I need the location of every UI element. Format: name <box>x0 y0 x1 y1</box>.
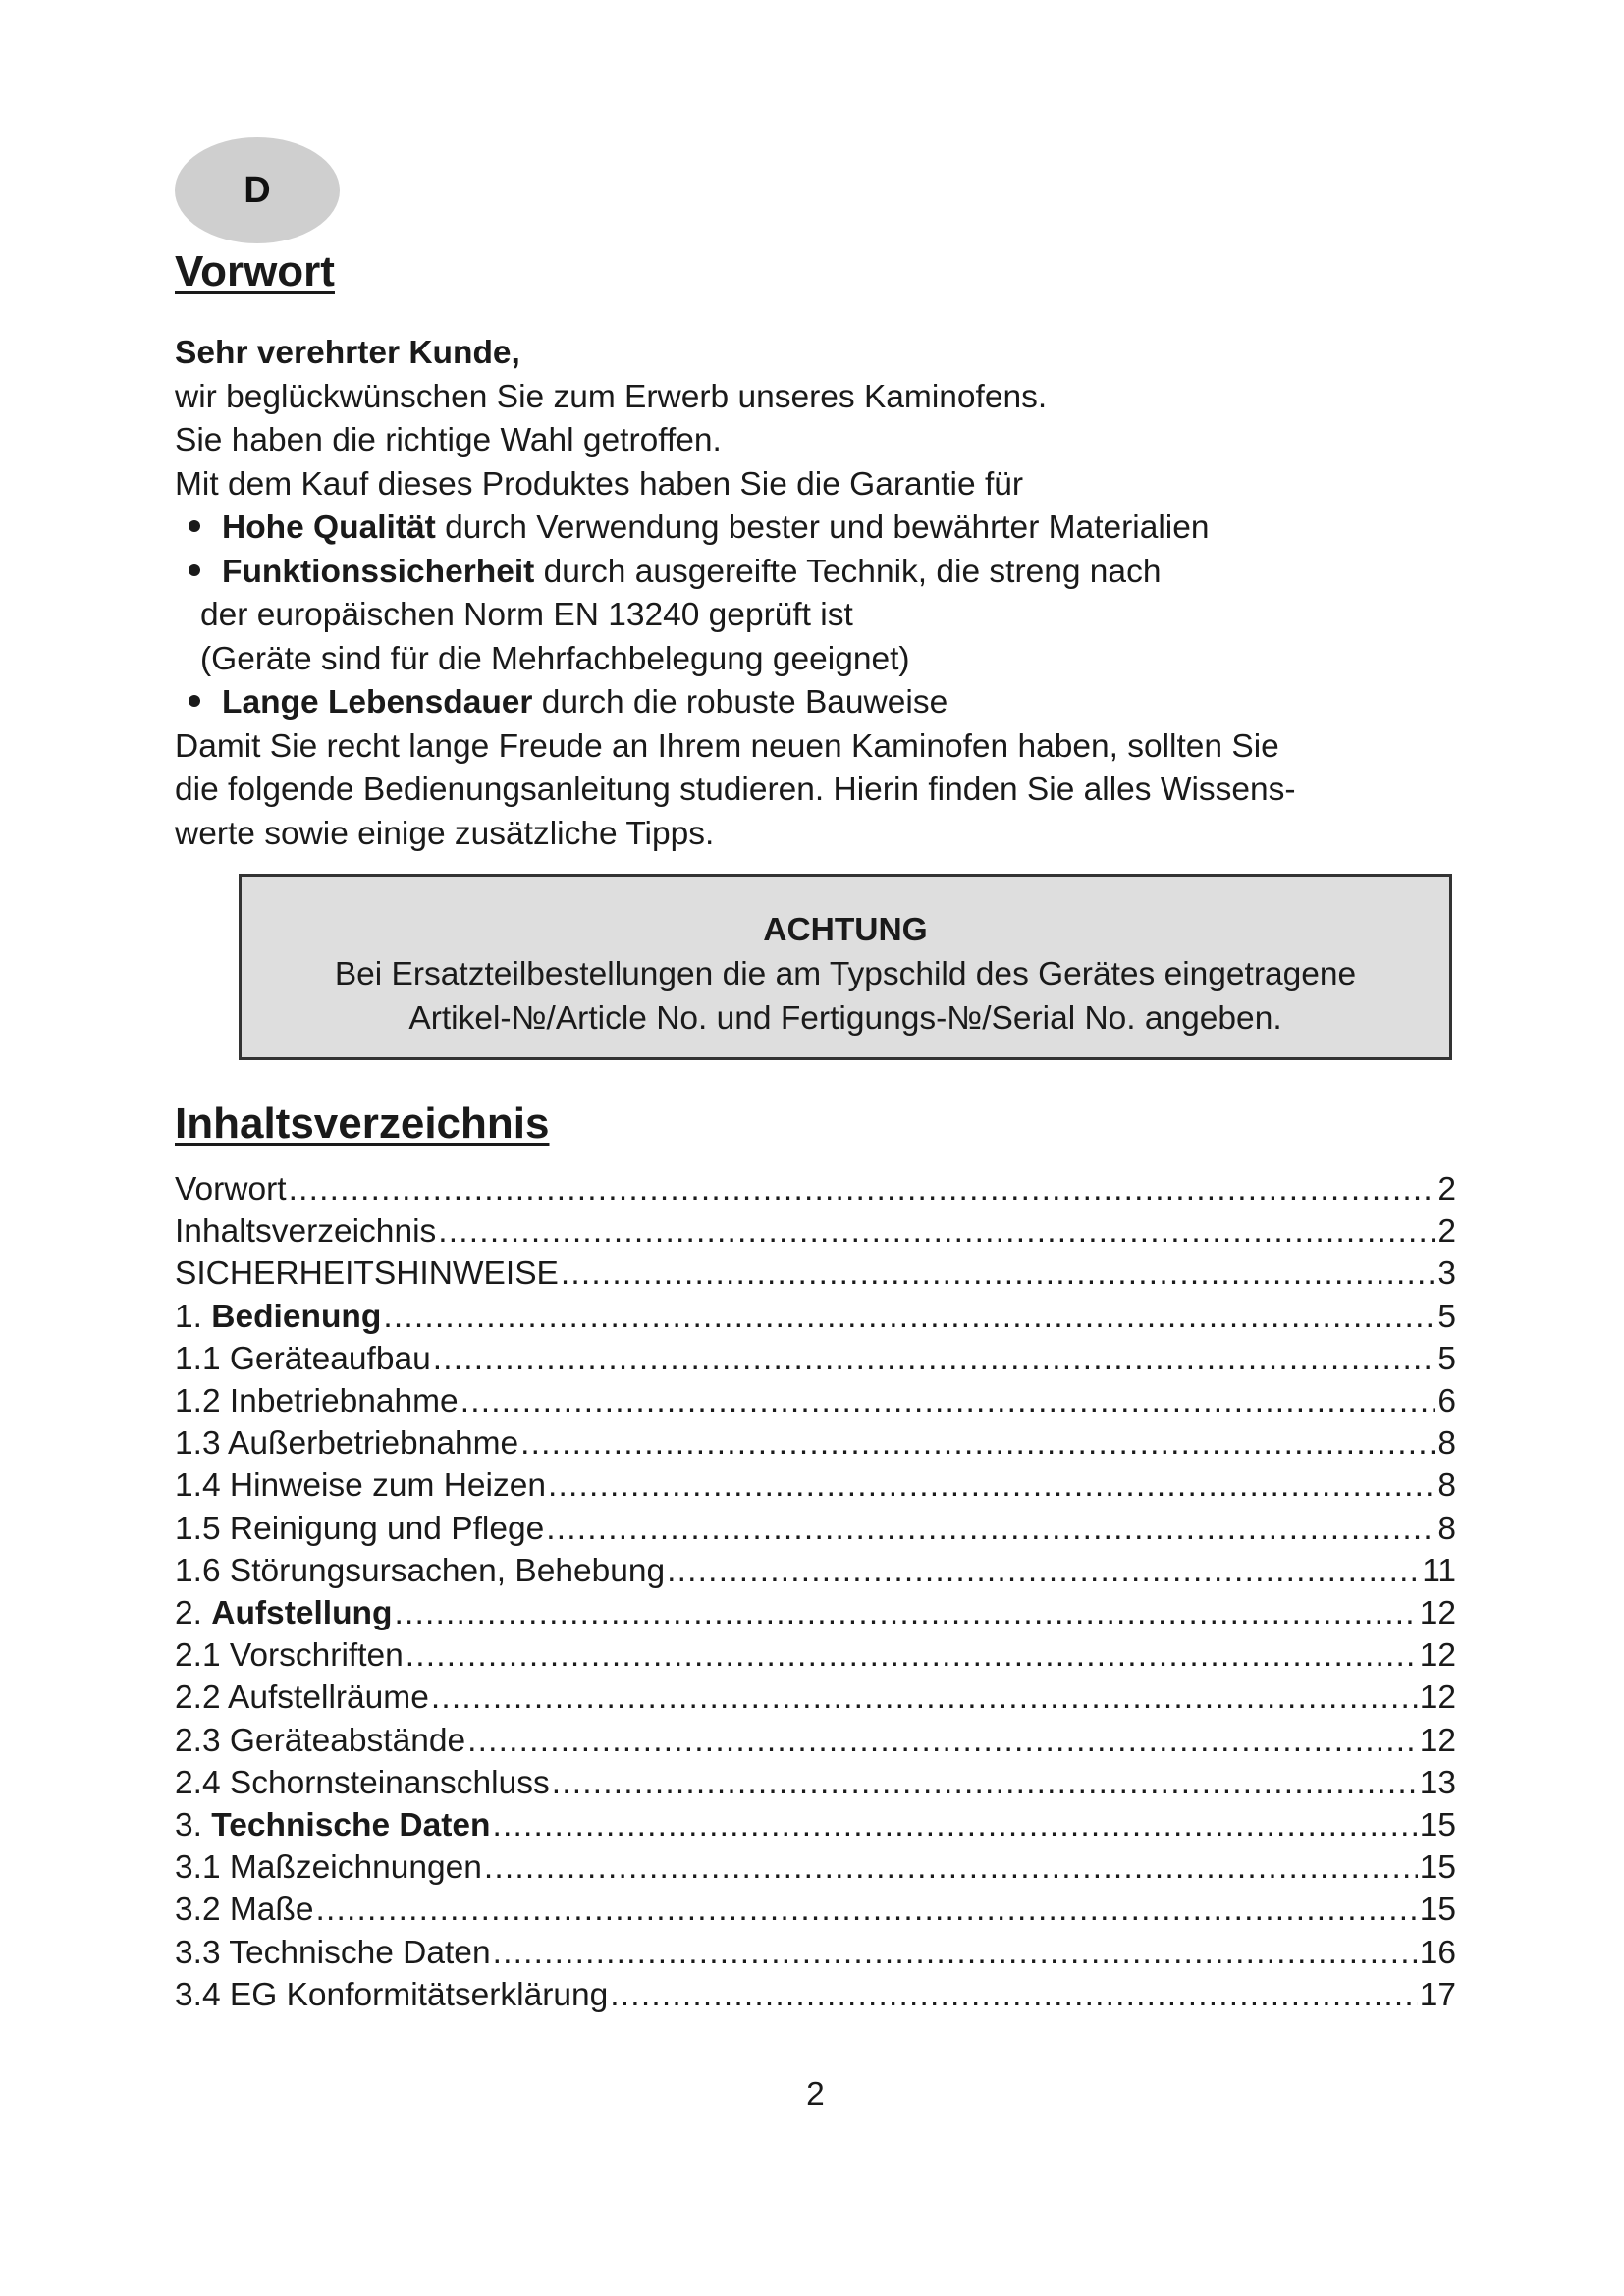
toc-entry[interactable] <box>175 1508 1456 1550</box>
toc-page-number: 13 <box>1419 1764 1456 1801</box>
toc-leader-dots <box>667 1550 1420 1592</box>
toc-page-number: 8 <box>1437 1425 1456 1463</box>
toc-entry[interactable] <box>175 1974 1456 2016</box>
toc-entry-prefix: Inhaltsverzeichnis <box>175 1213 437 1251</box>
bullet-text: durch Verwendung bester und bewährter Materialien <box>435 509 1210 546</box>
toc-entry-prefix: 1.3 Außerbetriebnahme <box>175 1425 519 1463</box>
language-badge <box>175 137 340 243</box>
toc-entry-label <box>175 1296 381 1338</box>
toc-entry-label <box>175 1677 429 1719</box>
toc-page-number: 11 <box>1422 1552 1456 1589</box>
toc-entry-label <box>175 1720 465 1762</box>
toc-leader-dots <box>433 1338 1436 1380</box>
notice-title: ACHTUNG <box>763 912 928 948</box>
toc-entry-label <box>175 1168 287 1210</box>
toc-page-number: 6 <box>1437 1383 1456 1420</box>
toc-leader-dots <box>383 1296 1435 1338</box>
notice-line: Artikel-№/Article No. und Fertigungs-№/Serial No. angeben. <box>408 1000 1282 1037</box>
toc-leader-dots <box>492 1804 1417 1846</box>
toc-leader-dots <box>394 1592 1417 1634</box>
toc-entry-label <box>175 1550 665 1592</box>
toc-entry-prefix: 1.2 Inbetriebnahme <box>175 1383 459 1420</box>
toc-entry-prefix: 3.2 Maße <box>175 1892 314 1929</box>
toc-entry[interactable] <box>175 1253 1456 1295</box>
bullet-bold: Hohe Qualität <box>222 509 436 546</box>
toc-entry-label <box>175 1210 436 1253</box>
toc-entry[interactable] <box>175 1677 1456 1719</box>
toc-leader-dots <box>438 1210 1435 1253</box>
toc-entry[interactable] <box>175 1338 1456 1380</box>
bullet-bold: Lange Lebensdauer <box>222 684 533 721</box>
toc-page-number: 15 <box>1419 1807 1456 1844</box>
toc-page-number: 2 <box>1437 1213 1456 1251</box>
toc-page-number: 12 <box>1419 1637 1456 1675</box>
toc-entry[interactable] <box>175 1465 1456 1507</box>
attention-notice-box <box>239 874 1452 1060</box>
toc-leader-dots <box>460 1380 1436 1422</box>
toc-leader-dots <box>610 1974 1417 2016</box>
toc-page-number: 16 <box>1419 1934 1456 1971</box>
toc-page-number: 15 <box>1419 1849 1456 1887</box>
toc-entry[interactable] <box>175 1422 1456 1465</box>
toc-leader-dots <box>467 1720 1418 1762</box>
toc-entry-bold: Technische Daten <box>211 1807 491 1844</box>
toc-page-number: 12 <box>1419 1722 1456 1759</box>
toc-leader-dots <box>552 1762 1418 1804</box>
bullet-item <box>175 681 1456 725</box>
toc-entry-label <box>175 1889 314 1931</box>
vorwort-section <box>175 332 1456 856</box>
toc-page-number: 12 <box>1419 1680 1456 1717</box>
toc-entry-label <box>175 1338 431 1380</box>
toc-entry-label <box>175 1762 550 1804</box>
toc-leader-dots <box>289 1168 1436 1210</box>
toc-entry-prefix: 3.3 Technische Daten <box>175 1934 491 1971</box>
toc-entry-label <box>175 1380 459 1422</box>
toc-entry-bold: Bedienung <box>211 1298 382 1335</box>
toc-entry-prefix: 2.1 Vorschriften <box>175 1637 404 1675</box>
toc-page-number: 8 <box>1437 1510 1456 1547</box>
intro-line: Sie haben die richtige Wahl getroffen. <box>175 422 722 458</box>
toc-entry-prefix: 1.5 Reinigung und Pflege <box>175 1510 545 1547</box>
toc-entry-prefix: 3.4 EG Konformitätserklärung <box>175 1976 609 2013</box>
bullet-bold: Funktionssicherheit <box>222 553 535 590</box>
toc-page-number: 5 <box>1437 1298 1456 1335</box>
intro-line: Mit dem Kauf dieses Produktes haben Sie die Garantie für <box>175 465 1024 503</box>
toc-entry-label <box>175 1846 482 1889</box>
toc-entry-label <box>175 1592 392 1634</box>
toc-leader-dots <box>316 1889 1418 1931</box>
toc-entry[interactable] <box>175 1762 1456 1804</box>
toc-page-number: 5 <box>1437 1340 1456 1377</box>
toc-entry[interactable] <box>175 1380 1456 1422</box>
toc-page-number: 2 <box>1437 1171 1456 1207</box>
bullet-dot-icon <box>189 695 200 707</box>
toc-entry-prefix: 2.4 Schornsteinanschluss <box>175 1764 550 1801</box>
toc-entry[interactable] <box>175 1804 1456 1846</box>
toc-entry[interactable] <box>175 1932 1456 1974</box>
toc-page-number: 17 <box>1419 1976 1456 2013</box>
toc-page-number: 8 <box>1437 1468 1456 1505</box>
toc-entry-prefix: 1.4 Hinweise zum Heizen <box>175 1468 546 1505</box>
toc-leader-dots <box>520 1422 1435 1465</box>
toc-entry-prefix: 2.3 Geräteabstände <box>175 1722 466 1759</box>
bullet-dot-icon <box>189 564 200 576</box>
toc-entry-label <box>175 1422 518 1465</box>
toc-entry[interactable] <box>175 1296 1456 1338</box>
toc-entry[interactable] <box>175 1846 1456 1889</box>
bullet-text: durch ausgereifte Technik, die streng nach <box>534 553 1162 590</box>
page-number: 2 <box>806 2076 825 2112</box>
toc-heading: Inhaltsverzeichnis <box>175 1099 550 1148</box>
toc-leader-dots <box>431 1677 1418 1719</box>
toc-leader-dots <box>406 1634 1418 1677</box>
toc-entry-label <box>175 1253 559 1295</box>
toc-entry[interactable] <box>175 1550 1456 1592</box>
notice-line: Bei Ersatzteilbestellungen die am Typschild des Gerätes eingetragene <box>334 956 1357 992</box>
closing-line: die folgende Bedienungsanleitung studieren. Hierin finden Sie alles Wissens- <box>175 772 1296 808</box>
toc-entry-prefix: Vorwort <box>175 1171 287 1207</box>
bullet-text: durch die robuste Bauweise <box>532 684 948 721</box>
toc-entry-label <box>175 1634 404 1677</box>
toc-page-number: 15 <box>1419 1892 1456 1929</box>
vorwort-heading: Vorwort <box>175 247 335 295</box>
table-of-contents <box>175 1168 1456 2016</box>
toc-entry-label <box>175 1932 491 1974</box>
toc-page-number: 3 <box>1437 1255 1456 1293</box>
toc-entry-prefix: 1.1 Geräteaufbau <box>175 1340 431 1377</box>
toc-entry-prefix: 2. <box>175 1595 212 1632</box>
closing-line: Damit Sie recht lange Freude an Ihrem neuen Kaminofen haben, sollten Sie <box>175 727 1279 765</box>
toc-page-number: 12 <box>1419 1595 1456 1632</box>
toc-leader-dots <box>561 1253 1435 1295</box>
toc-entry[interactable] <box>175 1634 1456 1677</box>
toc-entry[interactable] <box>175 1889 1456 1931</box>
toc-leader-dots <box>484 1846 1418 1889</box>
toc-leader-dots <box>546 1508 1435 1550</box>
toc-entry-label <box>175 1465 546 1507</box>
toc-entry[interactable] <box>175 1592 1456 1634</box>
bullet-dot-icon <box>189 520 200 532</box>
bullet-item <box>175 507 1456 551</box>
toc-entry-label <box>175 1804 490 1846</box>
greeting: Sehr verehrter Kunde, <box>175 335 520 371</box>
toc-entry-label <box>175 1974 608 2016</box>
toc-leader-dots <box>493 1932 1418 1974</box>
toc-entry-bold: Aufstellung <box>211 1595 393 1632</box>
toc-entry-prefix: 3.1 Maßzeichnungen <box>175 1849 482 1887</box>
bullet-continuation: der europäischen Norm EN 13240 geprüft ist <box>200 597 853 633</box>
toc-entry-prefix: 3. <box>175 1807 212 1844</box>
toc-leader-dots <box>548 1465 1435 1507</box>
language-badge-label: D <box>244 169 271 211</box>
toc-entry-prefix: 1. <box>175 1298 212 1335</box>
bullet-item <box>175 551 1456 595</box>
bullet-continuation: (Geräte sind für die Mehrfachbelegung geeignet) <box>200 640 910 677</box>
toc-entry[interactable] <box>175 1210 1456 1253</box>
intro-line: wir beglückwünschen Sie zum Erwerb unseres Kaminofens. <box>175 378 1048 415</box>
toc-entry[interactable] <box>175 1720 1456 1762</box>
toc-entry-prefix: SICHERHEITSHINWEISE <box>175 1255 559 1293</box>
toc-entry-label <box>175 1508 544 1550</box>
closing-line: werte sowie einige zusätzliche Tipps. <box>175 815 715 852</box>
toc-entry[interactable] <box>175 1168 1456 1210</box>
toc-entry-prefix: 1.6 Störungsursachen, Behebung <box>175 1552 666 1589</box>
toc-entry-prefix: 2.2 Aufstellräume <box>175 1680 429 1717</box>
